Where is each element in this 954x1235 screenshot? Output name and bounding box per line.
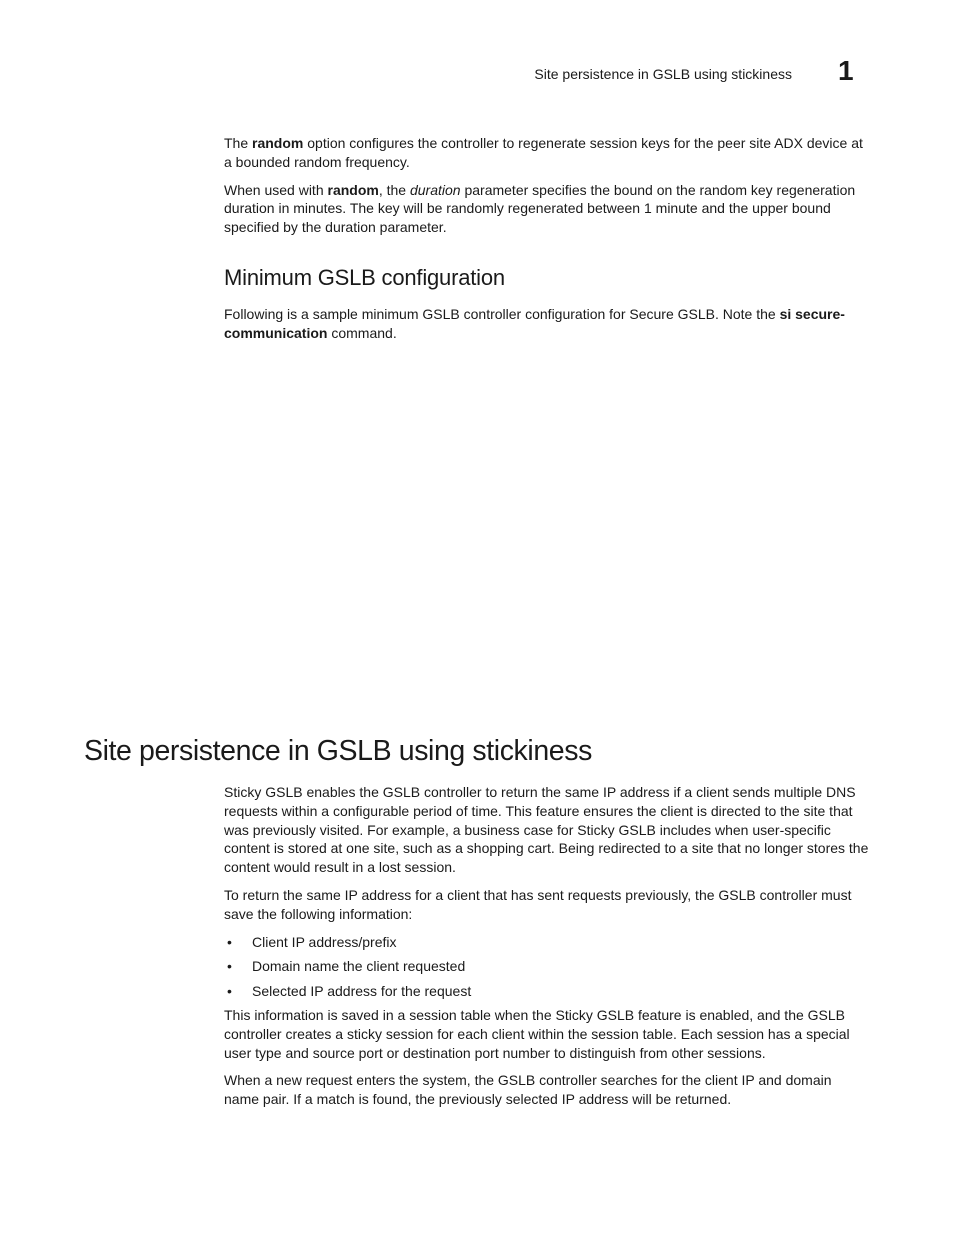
- text-run: When used with: [224, 181, 328, 198]
- random-paragraph-2: [224, 181, 870, 237]
- stickiness-section: [224, 783, 870, 1109]
- stickiness-paragraph-3: This information is saved in a session table when the Sticky GSLB feature is enabled, and the GSLB controller creates a sticky session for each client within the session table. Each session has a special user type and source port or destination port number to distinguish from other sessions.: [224, 1006, 850, 1061]
- random-option-section: [224, 134, 870, 237]
- random-paragraph-1: [224, 134, 870, 172]
- list-item-text: Selected IP address for the request: [252, 983, 472, 1000]
- text-run: option configures the controller to regenerate session keys for the peer site ADX device at a bounded random frequency.: [224, 135, 863, 170]
- text-run: , the: [378, 181, 410, 198]
- text-run: command.: [327, 324, 397, 341]
- text-run: The: [224, 135, 253, 151]
- argument-duration: duration: [409, 181, 461, 198]
- keyword-random: random: [327, 181, 379, 198]
- list-item: [224, 957, 870, 976]
- list-item: [224, 982, 870, 1001]
- chapter-number: 1: [838, 55, 854, 86]
- keyword-random: random: [252, 135, 304, 151]
- list-item-text: Client IP address/prefix: [252, 933, 397, 950]
- saved-info-list: [224, 933, 870, 1001]
- keyword-si-secure-communication: si secure-communication: [224, 306, 845, 341]
- text-run: parameter specifies the bound on the random key regeneration duration in minutes. The key will be randomly regenerated between 1 minute and the upper bound specified by the duration parameter.: [224, 181, 856, 236]
- list-item: [224, 933, 870, 952]
- header-title: Site persistence in GSLB using stickiness: [534, 66, 792, 82]
- list-item-text: Domain name the client requested: [252, 958, 466, 975]
- text-run: Following is a sample minimum GSLB controller configuration for Secure GSLB. Note the: [224, 306, 780, 322]
- bullet-icon: •: [227, 933, 232, 950]
- minimum-config-section: [224, 264, 870, 343]
- minimum-config-paragraph: [224, 305, 870, 343]
- section-heading-minimum-config: Minimum GSLB configuration: [224, 265, 505, 290]
- stickiness-paragraph-2: To return the same IP address for a client that has sent requests previously, the GSLB controller must save the following information:: [224, 886, 852, 922]
- stickiness-paragraph-1: Sticky GSLB enables the GSLB controller to return the same IP address if a client sends multiple DNS requests within a configurable period of time. This feature ensures the client is directed to the site that was previously visited. For example, a business case for Sticky GSLB includes when user-specific content is stored at one site, such as a shopping cart. Being redirected to a site that no longer stores the content would result in a lost session.: [224, 784, 869, 876]
- bullet-icon: •: [227, 958, 232, 975]
- stickiness-paragraph-4: When a new request enters the system, the GSLB controller searches for the client IP and domain name pair. If a match is found, the previously selected IP address will be returned.: [224, 1072, 832, 1108]
- bullet-icon: •: [227, 983, 232, 1000]
- section-heading-stickiness: Site persistence in GSLB using stickiness: [84, 735, 592, 767]
